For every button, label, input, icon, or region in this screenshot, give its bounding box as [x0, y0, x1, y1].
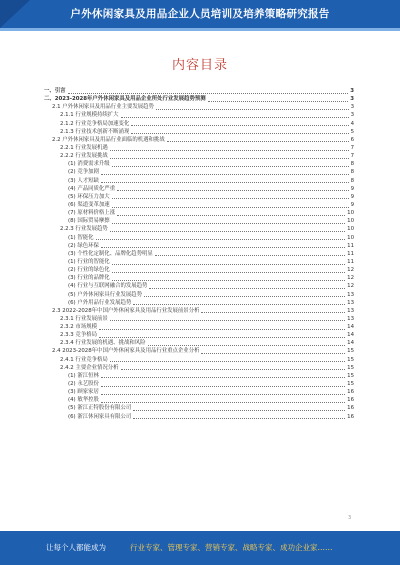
- toc-entry-label: 二、2023-2028年户外休闲家具及用品企业所处行业发展趋势预测: [44, 96, 206, 103]
- toc-entry-label: (2) 绿色环保: [68, 242, 99, 249]
- toc-entry[interactable]: [44, 136, 354, 144]
- toc-entry[interactable]: [44, 160, 354, 168]
- toc-entry-page: 7: [350, 144, 354, 151]
- toc-entry-page: 4: [350, 120, 354, 127]
- toc-entry-label: 一、引言: [44, 87, 66, 94]
- toc-entry-label: (1) 行业的智能化: [68, 258, 110, 265]
- toc-entry-label: (2) 竞争加剧: [68, 169, 99, 176]
- toc-entry-label: (6) 浙江休闲家具有限公司: [68, 413, 132, 420]
- toc-entry[interactable]: [44, 185, 354, 193]
- toc-leader-dots: [96, 238, 346, 240]
- toc-leader-dots: [110, 360, 345, 362]
- toc-entry-page: 16: [347, 413, 354, 420]
- toc-entry[interactable]: [44, 299, 354, 307]
- toc-entry[interactable]: [44, 331, 354, 339]
- toc-entry[interactable]: [44, 168, 354, 176]
- toc-entry-label: 2.1.2 行业竞争格局加速变化: [60, 120, 130, 127]
- toc-entry-label: (1) 消费需求升级: [68, 161, 110, 168]
- toc-entry-label: (7) 原材料价格上涨: [68, 210, 116, 217]
- toc-entry-label: (4) 敏华控股: [68, 397, 99, 404]
- toc-entry[interactable]: [44, 120, 354, 128]
- toc-leader-dots: [110, 319, 345, 321]
- toc-entry-label: (3) 行业的品牌化: [68, 275, 110, 282]
- toc-leader-dots: [167, 140, 349, 142]
- toc-entry-page: 12: [347, 275, 354, 282]
- toc-leader-dots: [110, 157, 349, 159]
- toc-entry-page: 8: [350, 161, 354, 168]
- toc-entry-page: 15: [347, 356, 354, 363]
- toc-entry-page: 3: [350, 87, 354, 94]
- toc-leader-dots: [148, 344, 346, 346]
- toc-entry-label: (4) 产品同质化严重: [68, 185, 116, 192]
- toc-entry-label: 2.4 2023-2028年中国户外休闲家具及用品行业重点企业分析: [52, 348, 200, 355]
- report-title: 户外休闲家具及用品企业人员培训及培养策略研究报告: [70, 8, 330, 20]
- toc-entry-label: (5) 环保压力加大: [68, 193, 110, 200]
- toc-entry-page: 15: [347, 348, 354, 355]
- header-underline: [0, 28, 400, 31]
- toc-entry-label: 2.3.4 行业发展的机遇、挑战和风险: [60, 340, 146, 347]
- toc-entry[interactable]: [44, 307, 354, 315]
- toc-entry[interactable]: [44, 348, 354, 356]
- toc-entry-page: 10: [347, 218, 354, 225]
- toc-leader-dots: [99, 328, 345, 330]
- toc-entry-label: 2.2.3 行业发展趋势: [60, 226, 108, 233]
- toc-entry-page: 14: [347, 340, 354, 347]
- toc-entry-page: 9: [350, 201, 354, 208]
- toc-entry[interactable]: [44, 234, 354, 242]
- toc-entry[interactable]: [44, 266, 354, 274]
- toc-entry[interactable]: [44, 242, 354, 250]
- toc-leader-dots: [110, 230, 345, 232]
- toc-leader-dots: [112, 165, 349, 167]
- toc-entry-label: 2.2.1 行业发展机遇: [60, 144, 108, 151]
- page-header: [0, 0, 400, 36]
- toc-entry-label: (3) 个性化定制化、品牌化趋势明显: [68, 250, 153, 257]
- toc-entry[interactable]: [44, 152, 354, 160]
- toc-entry-page: 11: [347, 250, 354, 257]
- toc-entry-label: (1) 浙江恒林: [68, 372, 99, 379]
- toc-leader-dots: [99, 336, 345, 338]
- toc-entry-page: 8: [350, 177, 354, 184]
- toc-entry-page: 11: [347, 242, 354, 249]
- toc-entry-page: 16: [347, 405, 354, 412]
- toc-entry-label: (6) 渠道变革加速: [68, 201, 110, 208]
- toc-entry-page: 14: [347, 324, 354, 331]
- toc-entry-page: 6: [350, 136, 354, 143]
- toc-entry-page: 12: [347, 267, 354, 274]
- toc-entry-page: 15: [347, 372, 354, 379]
- toc-entry-label: 2.3 2022-2028年中国户外休闲家具及用品行业发展前景分析: [52, 307, 200, 314]
- toc-entry-label: 2.1.3 行业技术创新不断涌现: [60, 128, 130, 135]
- toc-entry-page: 3: [350, 96, 354, 103]
- toc-entry-label: (6) 户外用品行业发展趋势: [68, 299, 132, 306]
- toc-leader-dots: [101, 181, 349, 183]
- toc-leader-dots: [133, 303, 345, 305]
- page-footer: [0, 531, 400, 565]
- toc-entry-page: 3: [350, 112, 354, 119]
- toc-leader-dots: [112, 279, 345, 281]
- toc-entry[interactable]: [44, 201, 354, 209]
- toc-entry-label: (5) 户外休闲家具行业发展趋势: [68, 291, 143, 298]
- toc-entry[interactable]: [44, 356, 354, 364]
- toc-entry-page: 9: [350, 185, 354, 192]
- toc-entry[interactable]: [44, 209, 354, 217]
- toc-entry[interactable]: [44, 87, 354, 95]
- toc-entry-label: (5) 浙江正特股份有限公司: [68, 405, 132, 412]
- toc-entry[interactable]: [44, 128, 354, 136]
- toc-entry-page: 8: [350, 169, 354, 176]
- toc-entry[interactable]: [44, 388, 354, 396]
- toc-entry-label: (3) 人才短缺: [68, 177, 99, 184]
- toc-leader-dots: [155, 254, 345, 256]
- toc-entry-page: 16: [347, 389, 354, 396]
- toc-entry[interactable]: [44, 250, 354, 258]
- toc-entry[interactable]: [44, 144, 354, 152]
- toc-entry-page: 5: [350, 128, 354, 135]
- toc-entry-label: 2.4.1 行业竞争格局: [60, 356, 108, 363]
- toc-leader-dots: [131, 124, 348, 126]
- toc-entry[interactable]: [44, 177, 354, 185]
- toc-entry-label: (4) 行业与互联网融合的发展趋势: [68, 283, 148, 290]
- toc-leader-dots: [201, 311, 345, 313]
- toc-entry-page: 10: [347, 210, 354, 217]
- toc-leader-dots: [101, 173, 349, 175]
- toc-leader-dots: [117, 189, 348, 191]
- toc-leader-dots: [101, 401, 345, 403]
- toc-leader-dots: [156, 108, 349, 110]
- toc-entry[interactable]: [44, 323, 354, 331]
- toc-leader-dots: [101, 385, 345, 387]
- toc-leader-dots: [112, 197, 349, 199]
- toc-entry-label: 2.3.2 市场规模: [60, 324, 97, 331]
- toc-entry-page: 13: [347, 307, 354, 314]
- toc-leader-dots: [133, 409, 345, 411]
- toc-leader-dots: [112, 206, 349, 208]
- toc-leader-dots: [121, 368, 346, 370]
- toc-entry-page: 14: [347, 332, 354, 339]
- toc-entry[interactable]: [44, 372, 354, 380]
- toc-entry-label: (2) 永艺股份: [68, 381, 99, 388]
- toc-leader-dots: [131, 132, 348, 134]
- page-marker: 3: [348, 515, 352, 521]
- toc-entry[interactable]: [44, 339, 354, 347]
- toc-entry[interactable]: [44, 95, 354, 103]
- toc-leader-dots: [117, 214, 345, 216]
- toc-entry-page: 12: [347, 283, 354, 290]
- toc-entry-page: 9: [350, 193, 354, 200]
- toc-entry[interactable]: [44, 193, 354, 201]
- toc-entry[interactable]: [44, 274, 354, 282]
- toc-entry-label: 2.3.3 竞争格局: [60, 332, 97, 339]
- toc-entry-page: 7: [350, 153, 354, 160]
- toc-entry[interactable]: [44, 413, 354, 421]
- toc-entry[interactable]: [44, 404, 354, 412]
- toc-entry[interactable]: [44, 396, 354, 404]
- toc-leader-dots: [149, 287, 345, 289]
- toc-entry-label: 2.1 户外休闲家具及用品行业主要发展趋势: [52, 104, 154, 111]
- toc-entry-page: 13: [347, 291, 354, 298]
- toc-leader-dots: [68, 92, 349, 94]
- toc-leader-dots: [101, 393, 345, 395]
- toc-entry-label: (1) 智能化: [68, 234, 94, 241]
- toc-entry-label: (3) 顾家家居: [68, 389, 99, 396]
- toc-entry-label: 2.2.2 行业发展挑战: [60, 153, 108, 160]
- toc-entry-label: 2.3.1 行业发展前景: [60, 315, 108, 322]
- toc-entry-label: 2.4.2 主要企业情况分析: [60, 364, 119, 371]
- toc-leader-dots: [112, 222, 345, 224]
- toc-entry-page: 16: [347, 397, 354, 404]
- toc-leader-dots: [144, 295, 345, 297]
- toc-entry-page: 13: [347, 299, 354, 306]
- toc-entry[interactable]: [44, 225, 354, 233]
- toc-leader-dots: [133, 417, 345, 419]
- toc-leader-dots: [101, 246, 345, 248]
- toc-entry[interactable]: [44, 291, 354, 299]
- toc-entry[interactable]: [44, 258, 354, 266]
- toc-entry-label: (2) 行业的绿色化: [68, 267, 110, 274]
- toc-leader-dots: [101, 376, 345, 378]
- table-of-contents: [44, 87, 354, 421]
- toc-entry[interactable]: [44, 380, 354, 388]
- toc-entry[interactable]: [44, 315, 354, 323]
- toc-entry[interactable]: [44, 103, 354, 111]
- toc-entry-label: (8) 国际贸易摩擦: [68, 218, 110, 225]
- toc-entry[interactable]: [44, 282, 354, 290]
- toc-leader-dots: [112, 271, 345, 273]
- toc-entry-label: 2.2 户外休闲家具及用品行业面临的机遇和挑战: [52, 136, 165, 143]
- toc-entry-page: 10: [347, 226, 354, 233]
- toc-heading: 内容目录: [171, 58, 228, 73]
- toc-entry-page: 15: [347, 364, 354, 371]
- toc-leader-dots: [208, 100, 349, 102]
- toc-entry-page: 10: [347, 234, 354, 241]
- toc-entry[interactable]: [44, 111, 354, 119]
- footer-slogan: 让每个人都能成为: [46, 543, 106, 552]
- toc-entry[interactable]: [44, 217, 354, 225]
- toc-entry-page: 15: [347, 381, 354, 388]
- toc-entry-label: 2.1.1 行业规模持续扩大: [60, 112, 119, 119]
- toc-leader-dots: [110, 149, 349, 151]
- toc-leader-dots: [201, 352, 345, 354]
- toc-entry-page: 11: [347, 258, 354, 265]
- toc-entry[interactable]: [44, 364, 354, 372]
- footer-roles: 行业专家、管理专家、营销专家、战略专家、成功企业家……: [130, 543, 333, 552]
- toc-leader-dots: [112, 263, 345, 265]
- toc-entry-page: 3: [350, 104, 354, 111]
- toc-leader-dots: [121, 116, 349, 118]
- toc-entry-page: 13: [347, 315, 354, 322]
